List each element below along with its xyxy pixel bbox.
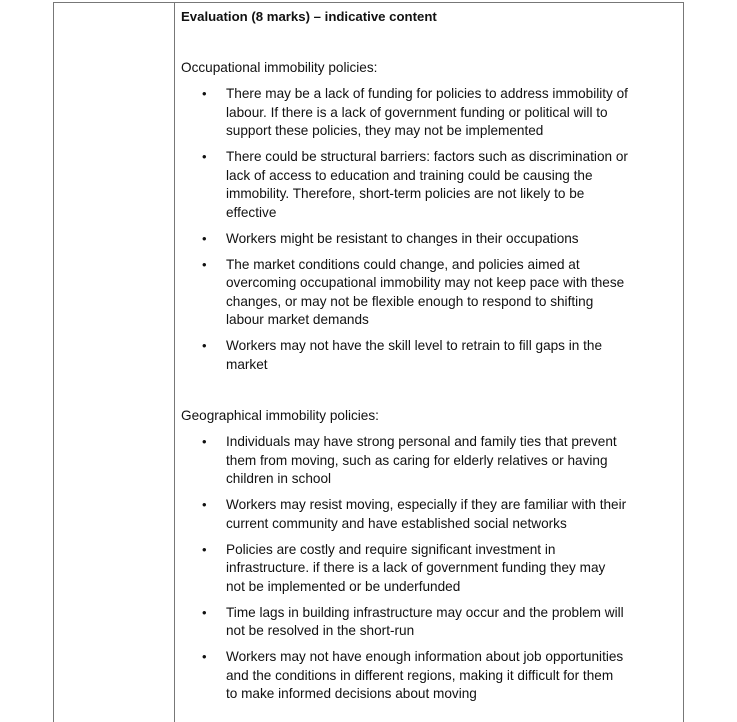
bullet-icon: • [202,497,207,513]
list-item [181,230,628,249]
list-item-text: Workers may not have the skill level to retrain to fill gaps in the [226,338,603,354]
bullet-icon: • [202,541,207,557]
list-item-text: changes, or may not be flexible enough to respond to shifting [226,293,594,309]
list-item-text: infrastructure. if there is a lack of government funding they may [226,560,606,576]
list-item [181,85,628,141]
bullet-icon: • [202,649,207,665]
list-item [181,648,626,704]
list-item [181,256,628,330]
list-item-text: lack of access to education and training could be causing the [226,167,593,183]
list-item-text: There may be a lack of funding for policies to address immobility of [226,86,628,102]
list-item-text: There could be structural barriers: factors such as discrimination or [226,149,628,165]
occupational-section [181,59,628,374]
list-item [181,433,626,489]
list-item [181,148,628,222]
list-item-text: Workers may resist moving, especially if they are familiar with their [226,497,627,513]
bullet-icon: • [202,338,207,354]
list-item-text: Time lags in building infrastructure may occur and the problem will [226,604,624,620]
list-item-text: them from moving, such as caring for elderly relatives or having [226,452,608,468]
list-item-text: immobility. Therefore, short-term policies are not likely to be [226,186,585,202]
mark-scheme-table [53,2,684,722]
list-item-text: children in school [226,471,332,487]
list-item [181,604,626,641]
list-item-text: support these policies, they may not be implemented [226,123,544,139]
list-item-text: not be resolved in the short-run [226,623,415,639]
list-item-text: overcoming occupational immobility may not keep pace with these [226,275,625,291]
list-item-text: to make informed decisions about moving [226,686,477,702]
list-item-text: Workers might be resistant to changes in their occupations [226,230,579,246]
list-item [181,541,626,597]
list-item [181,337,628,374]
geographical-section [181,407,626,704]
bullet-icon: • [202,86,207,102]
list-item-text: current community and have established social networks [226,515,567,531]
list-item-text: Policies are costly and require significant investment in [226,541,556,557]
evaluation-heading: Evaluation (8 marks) – indicative content [181,9,437,24]
bullet-list [181,85,628,374]
list-item-text: not be implemented or be underfunded [226,578,461,594]
column-divider [174,3,175,722]
list-item-text: The market conditions could change, and policies aimed at [226,256,580,272]
list-item-text: labour market demands [226,312,369,328]
list-item-text: market [226,356,268,372]
list-item-text: labour. If there is a lack of government funding or political will to [226,104,608,120]
bullet-icon: • [202,256,207,272]
list-item-text: Individuals may have strong personal and family ties that prevent [226,434,617,450]
list-item-text: effective [226,204,277,220]
bullet-icon: • [202,434,207,450]
bullet-list [181,433,626,704]
section-title: Geographical immobility policies: [181,408,379,423]
list-item [181,496,626,533]
list-item-text: Workers may not have enough information about job opportunities [226,649,624,665]
list-item-text: and the conditions in different regions, making it difficult for them [226,667,614,683]
bullet-icon: • [202,149,207,165]
bullet-icon: • [202,604,207,620]
bullet-icon: • [202,230,207,246]
section-title: Occupational immobility policies: [181,60,378,75]
